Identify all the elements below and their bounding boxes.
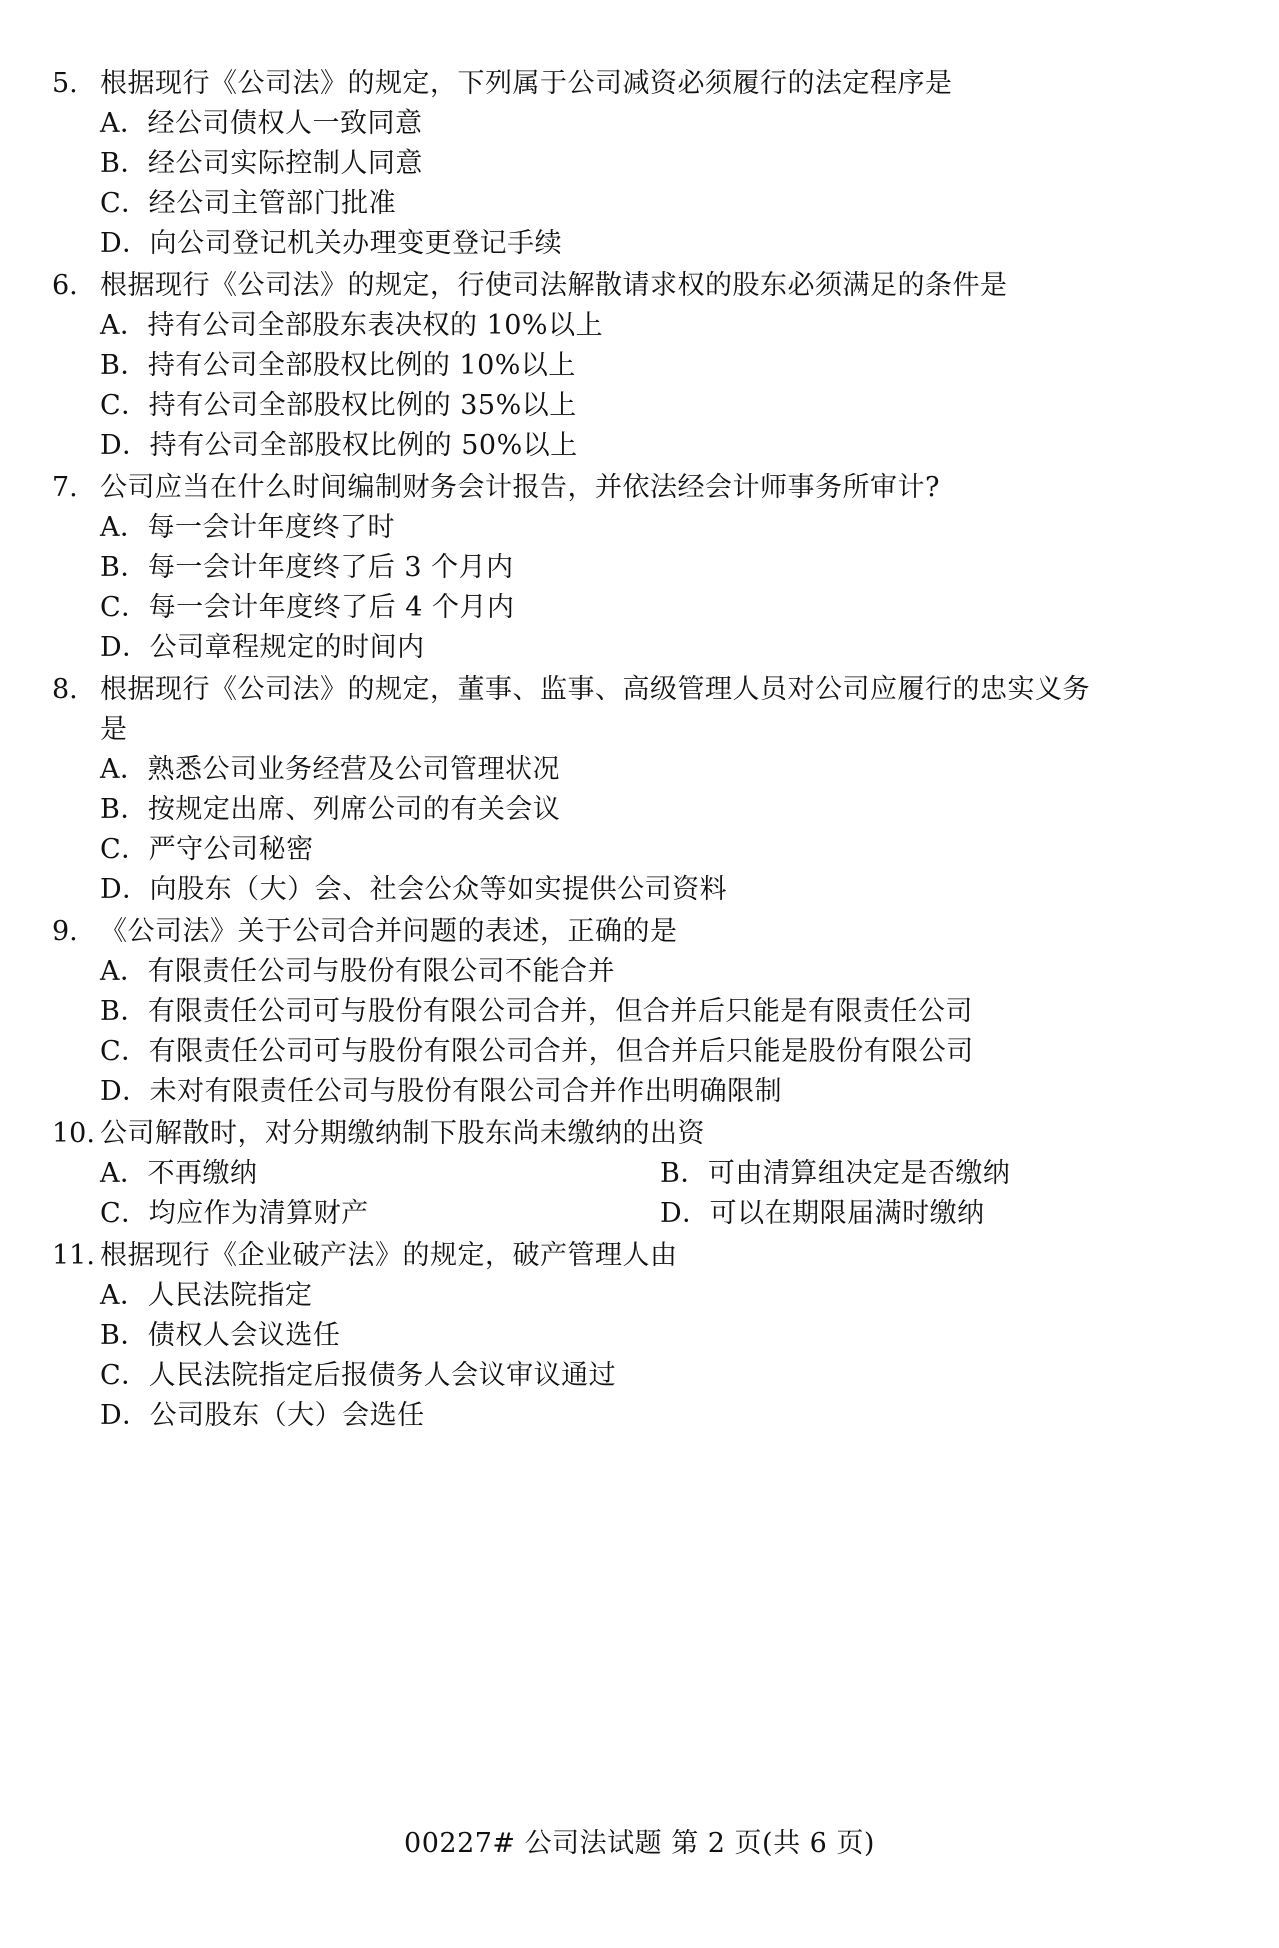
question-number: 5. (52, 68, 78, 99)
option-c: C．严守公司秘密 (100, 834, 314, 865)
option-b: B．持有公司全部股权比例的 10%以上 (100, 350, 576, 381)
option-c: C．有限责任公司可与股份有限公司合并，但合并后只能是股份有限公司 (100, 1036, 974, 1067)
option-a: A．经公司债权人一致同意 (100, 108, 423, 139)
question-number: 9. (52, 916, 78, 947)
question-number: 11. (52, 1240, 95, 1271)
option-b: B．经公司实际控制人同意 (100, 148, 423, 179)
option-b: B．可由清算组决定是否缴纳 (660, 1158, 1011, 1189)
option-b: B．有限责任公司可与股份有限公司合并，但合并后只能是有限责任公司 (100, 996, 973, 1027)
option-a: A．每一会计年度终了时 (100, 512, 395, 543)
option-d: D．公司股东（大）会选任 (100, 1400, 425, 1431)
option-d: D．公司章程规定的时间内 (100, 632, 425, 663)
question-stem: 根据现行《公司法》的规定，行使司法解散请求权的股东必须满足的条件是 (100, 270, 1008, 301)
page-footer: 00227# 公司法试题 第 2 页(共 6 页) (404, 1828, 875, 1859)
question-stem: 根据现行《企业破产法》的规定，破产管理人由 (100, 1240, 678, 1271)
option-c: C．人民法院指定后报债务人会议审议通过 (100, 1360, 617, 1391)
option-b: B．债权人会议选任 (100, 1320, 341, 1351)
question-stem-continuation: 是 (100, 714, 128, 745)
option-a: A．有限责任公司与股份有限公司不能合并 (100, 956, 615, 987)
option-a: A．不再缴纳 (100, 1158, 258, 1189)
question-number: 6. (52, 270, 78, 301)
question-number: 8. (52, 674, 78, 705)
question-stem: 公司解散时，对分期缴纳制下股东尚未缴纳的出资 (100, 1118, 705, 1149)
option-b: B．按规定出席、列席公司的有关会议 (100, 794, 561, 825)
question-stem: 根据现行《公司法》的规定，下列属于公司减资必须履行的法定程序是 (100, 68, 953, 99)
option-d: D．未对有限责任公司与股份有限公司合并作出明确限制 (100, 1076, 783, 1107)
option-d: D．向公司登记机关办理变更登记手续 (100, 228, 563, 259)
option-d: D．持有公司全部股权比例的 50%以上 (100, 430, 578, 461)
option-a: A．熟悉公司业务经营及公司管理状况 (100, 754, 560, 785)
option-b: B．每一会计年度终了后 3 个月内 (100, 552, 514, 583)
question-stem: 《公司法》关于公司合并问题的表述，正确的是 (100, 916, 678, 947)
question-number: 7. (52, 472, 78, 503)
question-number: 10. (52, 1118, 95, 1149)
question-stem: 公司应当在什么时间编制财务会计报告，并依法经会计师事务所审计? (100, 472, 940, 503)
option-a: A．人民法院指定 (100, 1280, 313, 1311)
option-c: C．均应作为清算财产 (100, 1198, 369, 1229)
option-d: D．向股东（大）会、社会公众等如实提供公司资料 (100, 874, 728, 905)
option-c: C．经公司主管部门批准 (100, 188, 397, 219)
option-d: D．可以在期限届满时缴纳 (660, 1198, 985, 1229)
question-stem: 根据现行《公司法》的规定，董事、监事、高级管理人员对公司应履行的忠实义务 (100, 674, 1090, 705)
option-a: A．持有公司全部股东表决权的 10%以上 (100, 310, 604, 341)
option-c: C．每一会计年度终了后 4 个月内 (100, 592, 515, 623)
option-c: C．持有公司全部股权比例的 35%以上 (100, 390, 577, 421)
